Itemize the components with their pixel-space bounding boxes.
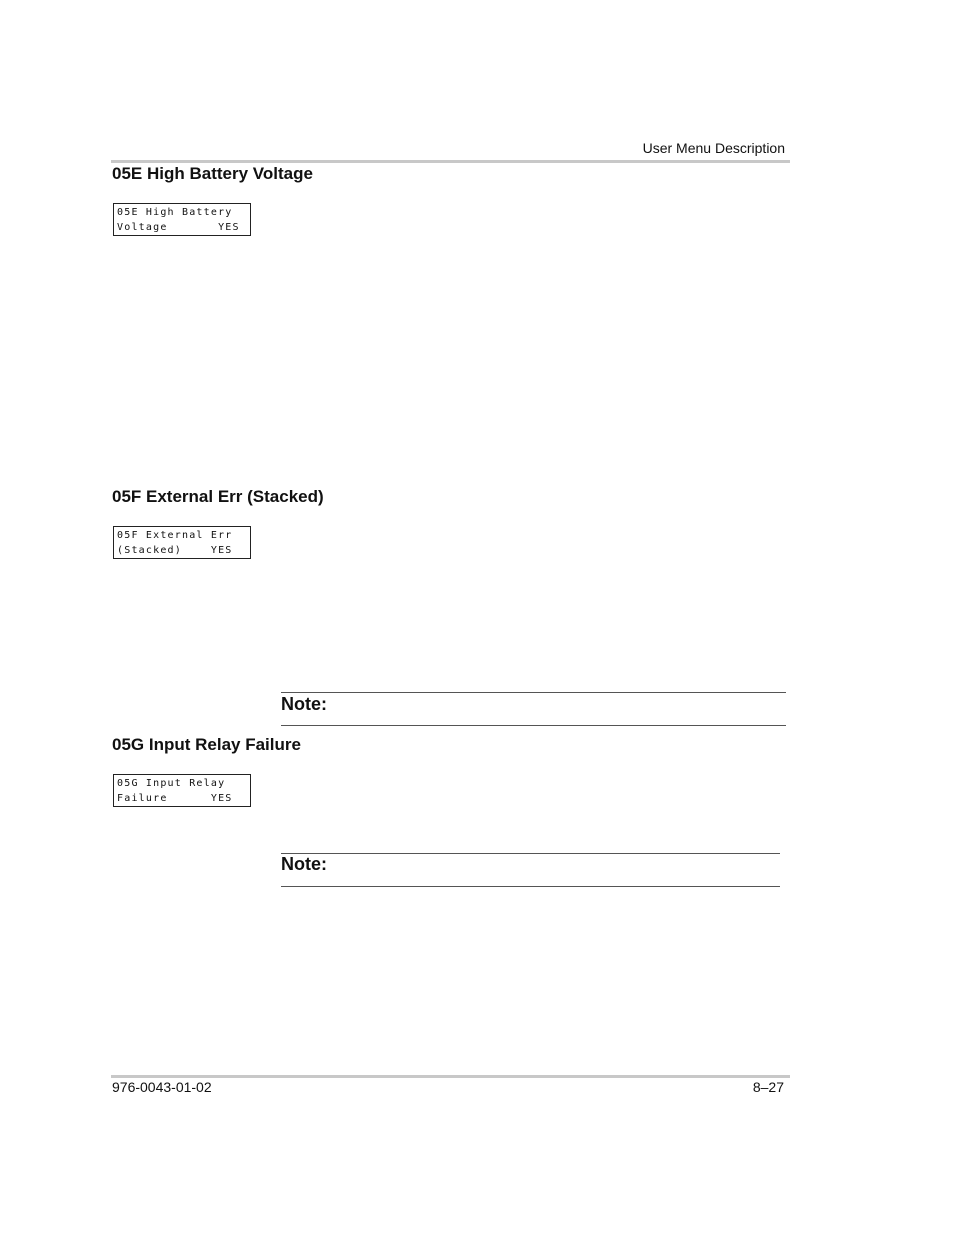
footer-rule — [111, 1075, 790, 1078]
note-label: Note: — [281, 854, 327, 874]
header-rule — [111, 160, 790, 163]
lcd-line-2: Voltage YES — [117, 222, 240, 233]
running-header: User Menu Description — [642, 140, 785, 156]
lcd-line-2: (Stacked) YES — [117, 545, 233, 556]
note-bottom-rule — [281, 725, 786, 726]
note-bottom-rule — [281, 886, 780, 887]
lcd-display-05f — [113, 526, 251, 559]
lcd-line-1: 05G Input Relay — [117, 778, 226, 789]
lcd-line-1: 05E High Battery — [117, 207, 233, 218]
lcd-line-1: 05F External Err — [117, 530, 233, 541]
note-top-rule — [281, 853, 780, 854]
section-title-05g: 05G Input Relay Failure — [112, 735, 301, 754]
section-title-05e: 05E High Battery Voltage — [112, 164, 313, 183]
lcd-line-2: Failure YES — [117, 793, 233, 804]
doc-number: 976-0043-01-02 — [112, 1079, 212, 1095]
section-title-05f: 05F External Err (Stacked) — [112, 487, 324, 506]
note-top-rule — [281, 692, 786, 693]
lcd-display-05e — [113, 203, 251, 236]
lcd-display-05g — [113, 774, 251, 807]
note-label: Note: — [281, 694, 327, 714]
page-number: 8–27 — [752, 1079, 784, 1095]
